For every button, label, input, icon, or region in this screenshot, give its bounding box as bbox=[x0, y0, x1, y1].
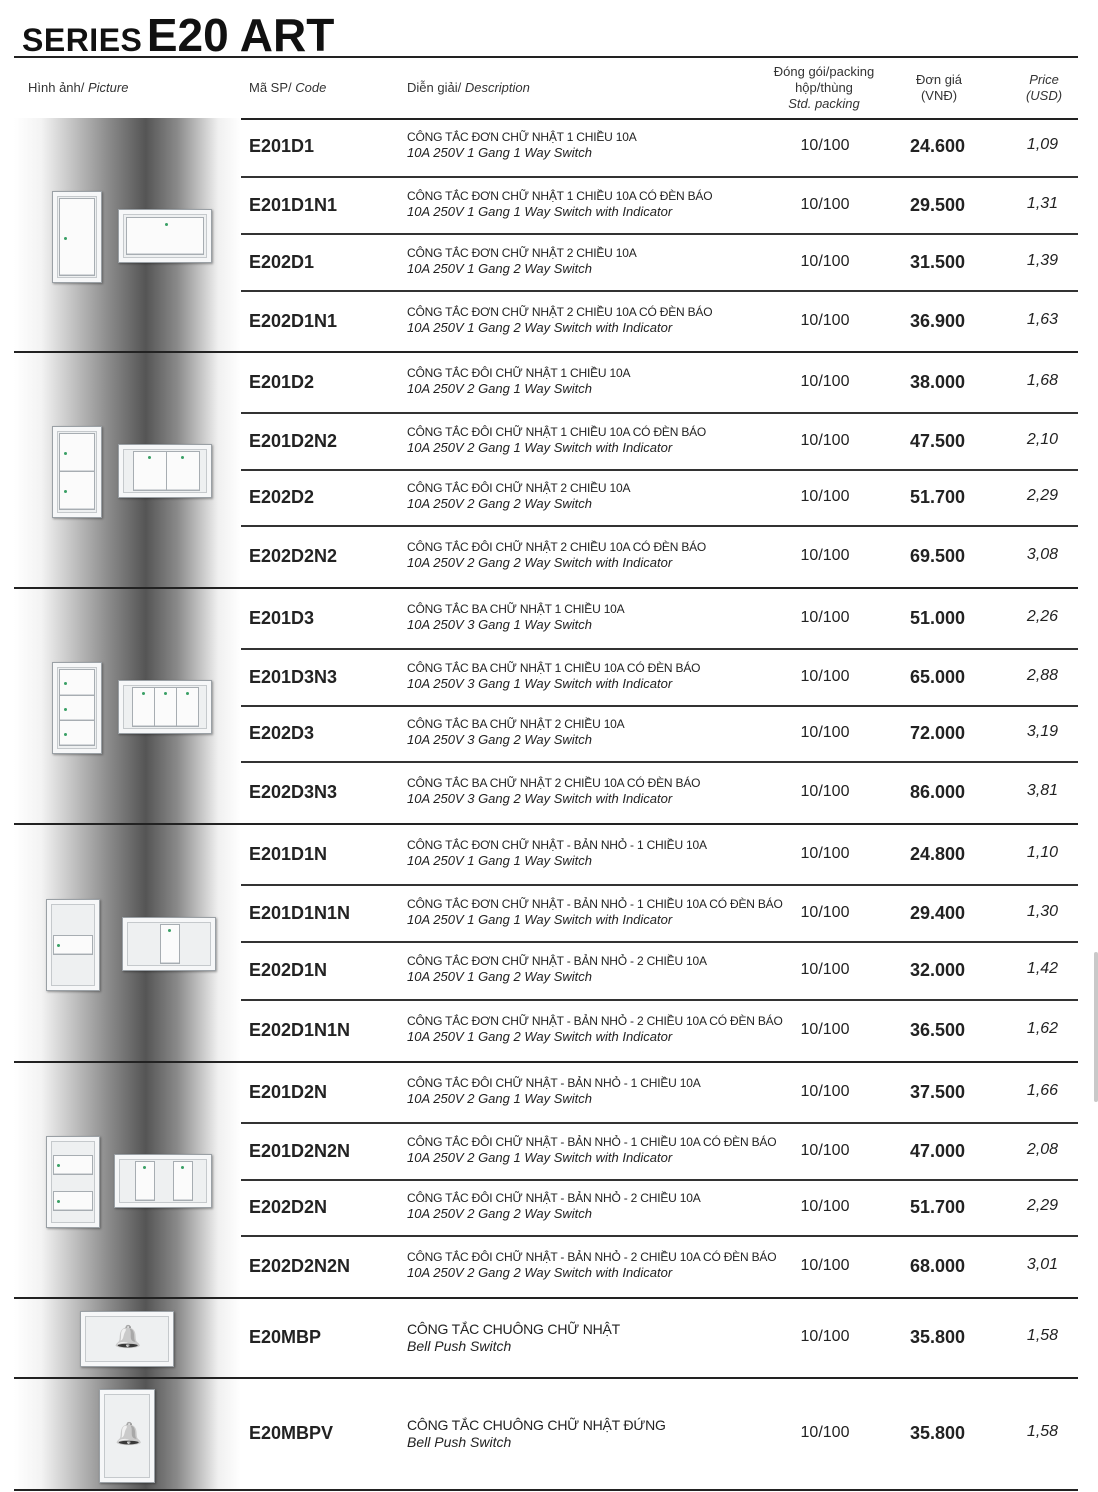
price-vnd: 35.800 bbox=[909, 1327, 966, 1347]
product-description bbox=[407, 305, 787, 336]
price-vnd: 31.500 bbox=[909, 251, 966, 272]
std-packing: 10/100 bbox=[800, 137, 850, 154]
table-row bbox=[0, 353, 1098, 414]
description-en: Bell Push Switch bbox=[407, 1434, 512, 1450]
price-vnd: 47.500 bbox=[909, 430, 966, 451]
price-usd: 3,81 bbox=[1026, 782, 1059, 799]
description-en: 10A 250V 1 Gang 2 Way Switch with Indicator bbox=[407, 1029, 673, 1044]
table-row bbox=[0, 589, 1098, 650]
std-packing: 10/100 bbox=[800, 252, 850, 270]
description-en: 10A 250V 1 Gang 1 Way Switch with Indicator bbox=[407, 203, 673, 219]
description-vn: CÔNG TẮC ĐƠN CHỮ NHẬT - BẢN NHỎ - 1 CHIỀU 10A bbox=[407, 837, 707, 852]
price-vnd: 29.400 bbox=[909, 902, 966, 923]
table-row bbox=[0, 1181, 1098, 1237]
price-usd: 1,63 bbox=[1026, 310, 1059, 328]
std-packing: 10/100 bbox=[800, 547, 850, 564]
product-code: E201D1 bbox=[249, 136, 315, 156]
price-usd: 1,42 bbox=[1026, 960, 1059, 977]
price-vnd: 51.000 bbox=[909, 607, 966, 628]
std-packing: 10/100 bbox=[800, 1257, 850, 1274]
product-description bbox=[407, 1076, 787, 1107]
bell-icon: 🔔 bbox=[115, 1421, 143, 1446]
product-code: E201D1N1 bbox=[249, 194, 338, 215]
std-packing: 10/100 bbox=[800, 431, 850, 449]
description-vn: CÔNG TẮC ĐÔI CHỮ NHẬT - BẢN NHỎ - 2 CHIỀU 10A CÓ ĐÈN BÁO bbox=[407, 1250, 777, 1264]
price-vnd: 37.500 bbox=[909, 1081, 966, 1102]
table-row bbox=[0, 825, 1098, 886]
price-usd: 2,29 bbox=[1026, 487, 1059, 504]
series-prefix: SERIES bbox=[22, 22, 143, 58]
description-vn: CÔNG TẮC ĐÔI CHỮ NHẬT - BẢN NHỎ - 1 CHIỀU 10A bbox=[407, 1075, 701, 1090]
price-usd: 3,08 bbox=[1026, 546, 1059, 563]
price-usd: 2,29 bbox=[1026, 1197, 1059, 1214]
product-group bbox=[0, 589, 1098, 825]
product-code: E202D2N2N bbox=[249, 1256, 351, 1276]
product-code: E201D2N bbox=[249, 1081, 328, 1102]
product-group bbox=[0, 1299, 1098, 1379]
price-vnd: 36.500 bbox=[909, 1020, 966, 1040]
std-packing: 10/100 bbox=[800, 1198, 850, 1215]
product-code: E202D1N1 bbox=[249, 310, 338, 331]
std-packing: 10/100 bbox=[800, 667, 850, 685]
header-price-vnd: Đơn giá (VNĐ) bbox=[915, 72, 963, 103]
table-row bbox=[0, 527, 1098, 589]
description-vn: CÔNG TẮC BA CHỮ NHẬT 2 CHIỀU 10A CÓ ĐÈN BÁO bbox=[407, 776, 701, 790]
header-price-usd: Price (USD) bbox=[1025, 72, 1063, 103]
description-vn: CÔNG TẮC ĐÔI CHỮ NHẬT 1 CHIỀU 10A bbox=[407, 365, 631, 380]
product-code: E201D2N2 bbox=[249, 430, 338, 451]
description-en: 10A 250V 2 Gang 1 Way Switch with Indicator bbox=[407, 1149, 673, 1165]
product-group bbox=[0, 825, 1098, 1063]
price-vnd: 35.800 bbox=[909, 1423, 966, 1443]
product-description bbox=[407, 246, 787, 277]
price-usd: 1,30 bbox=[1026, 902, 1059, 920]
description-en: 10A 250V 3 Gang 2 Way Switch bbox=[407, 732, 592, 747]
product-description bbox=[407, 602, 787, 633]
std-packing: 10/100 bbox=[800, 488, 850, 505]
std-packing: 10/100 bbox=[800, 608, 850, 626]
product-code: E202D3N3 bbox=[249, 782, 338, 802]
description-vn: CÔNG TẮC CHUÔNG CHỮ NHẬT bbox=[407, 1321, 621, 1337]
product-code: E201D3N3 bbox=[249, 666, 338, 687]
product-group bbox=[0, 118, 1098, 353]
price-vnd: 51.700 bbox=[909, 1197, 966, 1217]
price-vnd: 51.700 bbox=[909, 487, 966, 507]
description-en: 10A 250V 3 Gang 1 Way Switch with Indicator bbox=[407, 675, 673, 691]
price-usd: 1,31 bbox=[1026, 194, 1059, 212]
header-picture: Hình ảnh/ Picture bbox=[28, 80, 129, 95]
table-row bbox=[0, 886, 1098, 943]
description-en: 10A 250V 1 Gang 2 Way Switch bbox=[407, 260, 592, 276]
product-description bbox=[407, 717, 787, 748]
description-vn: CÔNG TẮC ĐƠN CHỮ NHẬT - BẢN NHỎ - 2 CHIỀU 10A CÓ ĐÈN BÁO bbox=[407, 1014, 783, 1028]
price-usd: 1,39 bbox=[1026, 251, 1059, 269]
table-row bbox=[0, 943, 1098, 1001]
price-usd: 3,19 bbox=[1026, 723, 1059, 740]
product-code: E202D2N bbox=[249, 1197, 328, 1217]
product-code: E202D1N bbox=[249, 960, 328, 980]
price-usd: 1,58 bbox=[1026, 1423, 1059, 1440]
price-vnd: 86.000 bbox=[909, 782, 966, 802]
product-description bbox=[407, 897, 787, 928]
price-usd: 2,08 bbox=[1026, 1140, 1059, 1158]
product-group bbox=[0, 353, 1098, 589]
description-vn: CÔNG TẮC ĐƠN CHỮ NHẬT 1 CHIỀU 10A bbox=[407, 130, 637, 144]
description-en: 10A 250V 1 Gang 2 Way Switch bbox=[407, 969, 592, 984]
description-en: 10A 250V 2 Gang 1 Way Switch with Indicator bbox=[407, 439, 673, 455]
price-usd: 1,58 bbox=[1026, 1327, 1059, 1344]
table-row bbox=[0, 1299, 1098, 1379]
table-row bbox=[0, 471, 1098, 527]
std-packing: 10/100 bbox=[800, 961, 850, 978]
product-code: E202D2N2 bbox=[249, 546, 338, 566]
product-code: E202D1 bbox=[249, 251, 315, 272]
product-code: E201D1N bbox=[249, 843, 328, 864]
description-vn: CÔNG TẮC ĐƠN CHỮ NHẬT 2 CHIỀU 10A bbox=[407, 245, 637, 260]
description-en: 10A 250V 1 Gang 1 Way Switch bbox=[407, 145, 592, 160]
product-group bbox=[0, 1379, 1098, 1491]
price-vnd: 38.000 bbox=[909, 371, 966, 392]
description-en: 10A 250V 1 Gang 1 Way Switch bbox=[407, 852, 592, 868]
description-vn: CÔNG TẮC BA CHỮ NHẬT 1 CHIỀU 10A bbox=[407, 601, 625, 616]
price-vnd: 32.000 bbox=[909, 960, 966, 980]
std-packing: 10/100 bbox=[800, 1328, 850, 1345]
product-group bbox=[0, 1063, 1098, 1299]
product-description bbox=[407, 130, 787, 161]
header-description: Diễn giải/ Description bbox=[407, 80, 530, 95]
table-row bbox=[0, 1124, 1098, 1181]
table-row bbox=[0, 707, 1098, 763]
description-vn: CÔNG TẮC ĐƠN CHỮ NHẬT 2 CHIỀU 10A CÓ ĐÈN BÁO bbox=[407, 304, 713, 319]
std-packing: 10/100 bbox=[800, 372, 850, 390]
price-usd: 1,66 bbox=[1026, 1081, 1059, 1099]
description-vn: CÔNG TẮC ĐÔI CHỮ NHẬT 2 CHIỀU 10A bbox=[407, 481, 631, 495]
price-usd: 1,09 bbox=[1026, 136, 1059, 153]
description-vn: CÔNG TẮC ĐƠN CHỮ NHẬT - BẢN NHỎ - 2 CHIỀU 10A bbox=[407, 954, 707, 968]
product-description bbox=[407, 425, 787, 456]
group-divider bbox=[14, 1489, 1078, 1491]
description-vn: CÔNG TẮC ĐÔI CHỮ NHẬT 2 CHIỀU 10A CÓ ĐÈN BÁO bbox=[407, 540, 707, 554]
header-packing: Đóng gói/packing hộp/thùng Std. packing bbox=[773, 64, 875, 111]
description-en: 10A 250V 1 Gang 1 Way Switch with Indicator bbox=[407, 911, 673, 927]
std-packing: 10/100 bbox=[800, 195, 850, 213]
series-name: E20 ART bbox=[146, 9, 335, 61]
description-en: 10A 250V 2 Gang 1 Way Switch bbox=[407, 380, 592, 396]
price-usd: 2,88 bbox=[1026, 666, 1059, 684]
price-vnd: 65.000 bbox=[909, 666, 966, 687]
description-en: 10A 250V 2 Gang 2 Way Switch with Indicator bbox=[407, 555, 673, 570]
price-usd: 2,10 bbox=[1026, 430, 1059, 448]
table-row bbox=[0, 763, 1098, 825]
description-en: 10A 250V 2 Gang 2 Way Switch with Indicator bbox=[407, 1265, 673, 1280]
table-row bbox=[0, 292, 1098, 353]
description-vn: CÔNG TẮC ĐÔI CHỮ NHẬT - BẢN NHỎ - 1 CHIỀU 10A CÓ ĐÈN BÁO bbox=[407, 1134, 777, 1149]
price-vnd: 72.000 bbox=[909, 723, 966, 743]
price-usd: 1,62 bbox=[1026, 1020, 1059, 1037]
std-packing: 10/100 bbox=[800, 844, 850, 862]
product-description bbox=[407, 1321, 787, 1354]
price-vnd: 47.000 bbox=[909, 1140, 966, 1161]
price-vnd: 68.000 bbox=[909, 1256, 966, 1276]
product-code: E202D3 bbox=[249, 723, 315, 743]
product-description bbox=[407, 838, 787, 869]
table-header bbox=[14, 56, 1078, 120]
table-row bbox=[0, 1379, 1098, 1491]
price-usd: 3,01 bbox=[1026, 1256, 1059, 1273]
product-description bbox=[407, 1417, 787, 1450]
description-en: 10A 250V 2 Gang 2 Way Switch bbox=[407, 1206, 592, 1221]
product-description bbox=[407, 481, 787, 512]
description-en: 10A 250V 2 Gang 2 Way Switch bbox=[407, 496, 592, 511]
price-usd: 1,10 bbox=[1026, 843, 1059, 861]
table-row bbox=[0, 1063, 1098, 1124]
price-vnd: 29.500 bbox=[909, 194, 966, 215]
description-vn: CÔNG TẮC ĐƠN CHỮ NHẬT 1 CHIỀU 10A CÓ ĐÈN BÁO bbox=[407, 188, 713, 203]
header-code: Mã SP/ Code bbox=[249, 80, 327, 95]
price-vnd: 24.800 bbox=[909, 843, 966, 864]
price-table bbox=[0, 118, 1098, 1491]
scrollbar-handle[interactable] bbox=[1094, 952, 1098, 1102]
price-usd: 2,26 bbox=[1026, 607, 1059, 625]
product-description bbox=[407, 540, 787, 571]
price-vnd: 69.500 bbox=[909, 546, 966, 566]
product-description bbox=[407, 661, 787, 692]
description-vn: CÔNG TẮC ĐÔI CHỮ NHẬT - BẢN NHỎ - 2 CHIỀU 10A bbox=[407, 1191, 701, 1205]
price-vnd: 36.900 bbox=[909, 310, 966, 331]
std-packing: 10/100 bbox=[800, 903, 850, 921]
product-code: E201D1N1N bbox=[249, 902, 351, 923]
bell-icon: 🔔 bbox=[114, 1324, 142, 1349]
product-description bbox=[407, 1135, 787, 1166]
series-title bbox=[22, 8, 335, 61]
product-description bbox=[407, 1250, 787, 1281]
product-description bbox=[407, 366, 787, 397]
description-vn: CÔNG TẮC ĐƠN CHỮ NHẬT - BẢN NHỎ - 1 CHIỀU 10A CÓ ĐÈN BÁO bbox=[407, 896, 783, 911]
price-vnd: 24.600 bbox=[909, 136, 966, 156]
description-en: 10A 250V 3 Gang 2 Way Switch with Indicator bbox=[407, 791, 673, 806]
std-packing: 10/100 bbox=[800, 1424, 850, 1441]
product-description bbox=[407, 954, 787, 985]
table-row bbox=[0, 118, 1098, 178]
description-en: 10A 250V 3 Gang 1 Way Switch bbox=[407, 616, 592, 632]
product-description bbox=[407, 1014, 787, 1045]
description-en: 10A 250V 1 Gang 2 Way Switch with Indicator bbox=[407, 319, 673, 335]
description-vn: CÔNG TẮC BA CHỮ NHẬT 1 CHIỀU 10A CÓ ĐÈN BÁO bbox=[407, 660, 701, 675]
std-packing: 10/100 bbox=[800, 311, 850, 329]
product-code: E201D3 bbox=[249, 607, 315, 628]
product-description bbox=[407, 189, 787, 220]
table-row bbox=[0, 650, 1098, 707]
product-code: E202D2 bbox=[249, 487, 315, 507]
product-code: E202D1N1N bbox=[249, 1020, 351, 1040]
product-code: E201D2 bbox=[249, 371, 315, 392]
description-vn: CÔNG TẮC ĐÔI CHỮ NHẬT 1 CHIỀU 10A CÓ ĐÈN BÁO bbox=[407, 424, 707, 439]
product-code: E201D2N2N bbox=[249, 1140, 351, 1161]
product-description bbox=[407, 776, 787, 807]
table-row bbox=[0, 414, 1098, 471]
std-packing: 10/100 bbox=[800, 783, 850, 800]
description-en: 10A 250V 2 Gang 1 Way Switch bbox=[407, 1090, 592, 1106]
table-row bbox=[0, 235, 1098, 292]
description-vn: CÔNG TẮC BA CHỮ NHẬT 2 CHIỀU 10A bbox=[407, 717, 625, 731]
product-description bbox=[407, 1191, 787, 1222]
price-usd: 1,68 bbox=[1026, 371, 1059, 389]
std-packing: 10/100 bbox=[800, 1141, 850, 1159]
product-code: E20MBP bbox=[249, 1327, 322, 1347]
description-en: Bell Push Switch bbox=[407, 1338, 512, 1354]
product-code: E20MBPV bbox=[249, 1423, 334, 1443]
table-row bbox=[0, 1001, 1098, 1063]
std-packing: 10/100 bbox=[800, 724, 850, 741]
description-vn: CÔNG TẮC CHUÔNG CHỮ NHẬT ĐỨNG bbox=[407, 1417, 666, 1433]
std-packing: 10/100 bbox=[800, 1021, 850, 1038]
table-row bbox=[0, 178, 1098, 235]
table-row bbox=[0, 1237, 1098, 1299]
std-packing: 10/100 bbox=[800, 1082, 850, 1100]
